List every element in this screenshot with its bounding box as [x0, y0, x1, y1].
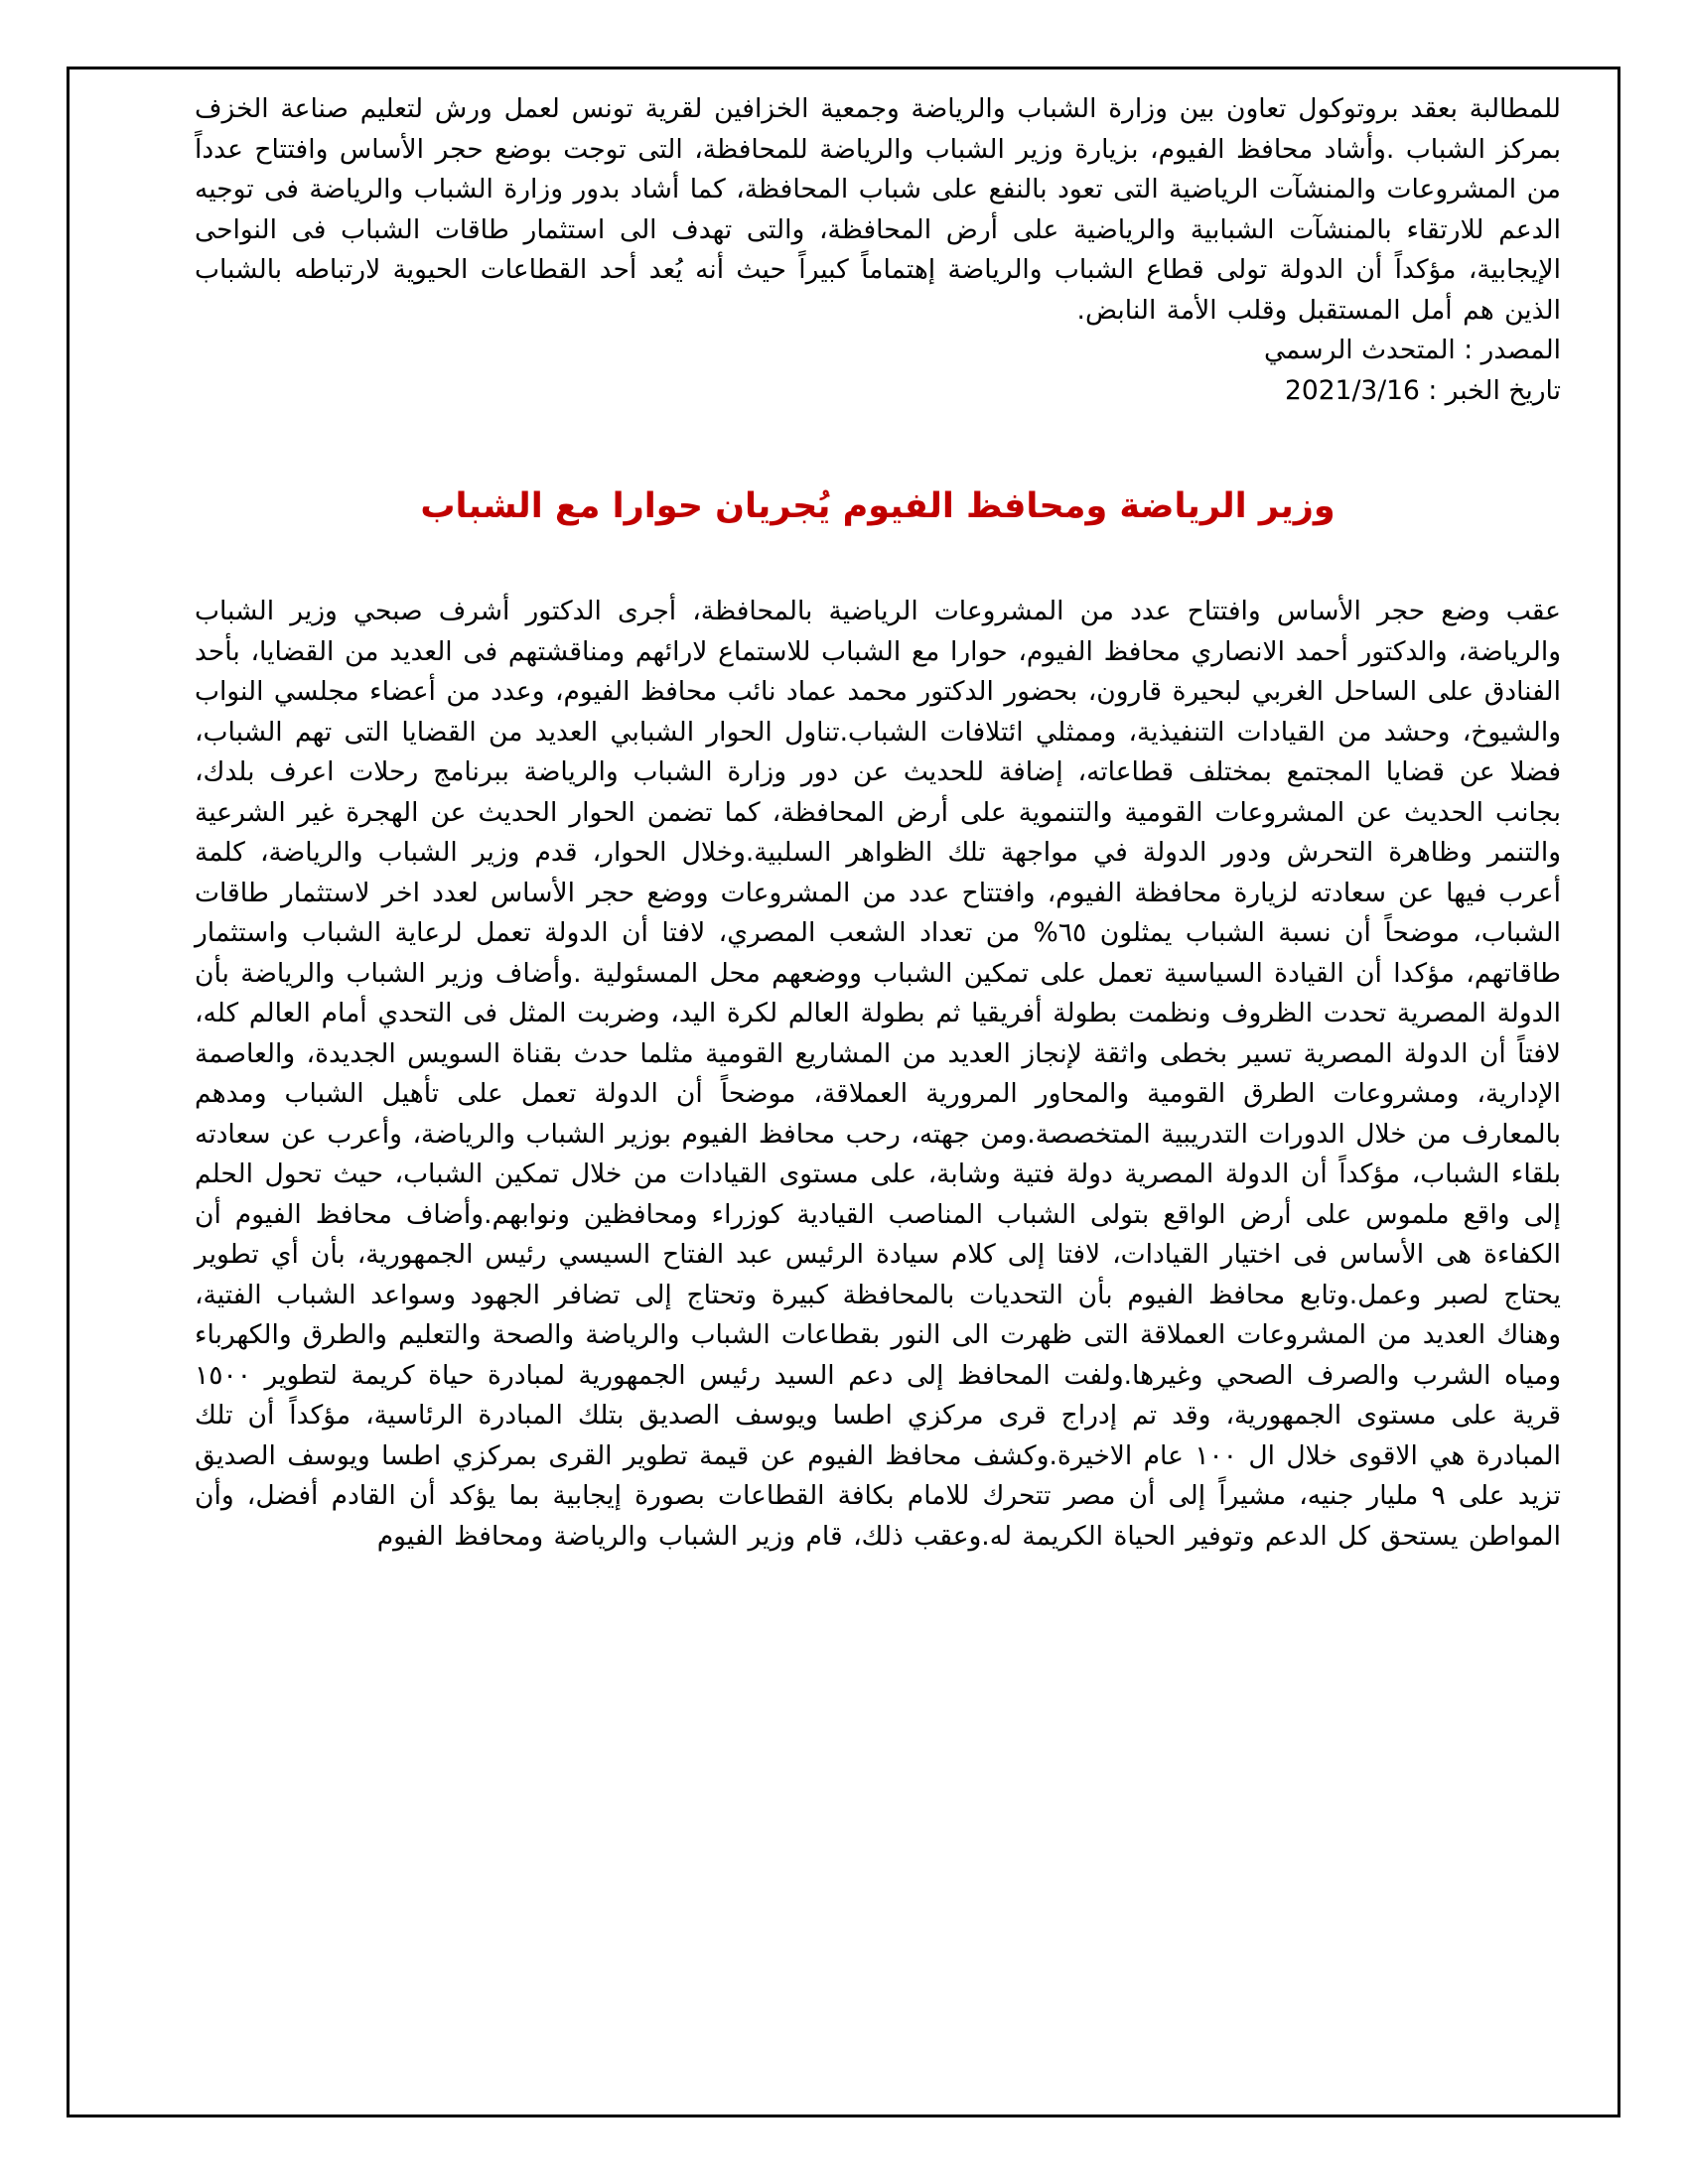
continued-paragraph: للمطالبة بعقد بروتوكول تعاون بين وزارة الشباب والرياضة وجمعية الخزافين لقرية تونس لعمل ورش لتعليم صناعة الخزف بمركز الشباب .وأشاد محافظ الفيوم، بزيارة وزير الشباب والرياضة للمحافظة، التى توجت بوضع حجر الأساس وافتتاح عدداً من المشروعات والمنشآت الرياضية التى تعود بالنفع على شباب المحافظة، كما أشاد بدور وزارة الشباب والرياضة فى توجيه الدعم للارتقاء بالمنشآت الشبابية والرياضية على أرض المحافظة، والتى تهدف الى استثمار طاقات الشباب فى النواحى الإيجابية، مؤكداً أن الدولة تولى قطاع الشباب والرياضة إهتماماً كبيراً حيث أنه يُعد أحد القطاعات الحيوية لارتباطه بالشباب الذين هم أمل المستقبل وقلب الأمة النابض.: [195, 93, 1561, 326]
article-headline: وزير الرياضة ومحافظ الفيوم يُجريان حوارا مع الشباب: [420, 486, 1336, 526]
news-source: المصدر : المتحدث الرسمي: [1263, 335, 1561, 365]
news-date: تاريخ الخبر : 2021/3/16: [1285, 374, 1561, 406]
document-content: [195, 89, 1561, 1557]
article-body: عقب وضع حجر الأساس وافتتاح عدد من المشروعات الرياضية بالمحافظة، أجرى الدكتور أشرف صبحي وزير الشباب والرياضة، والدكتور أحمد الانصاري محافظ الفيوم، حوارا مع الشباب للاستماع لارائهم ومناقشتهم فى العديد من القضايا، بأحد الفنادق على الساحل الغربي لبحيرة قارون، بحضور الدكتور محمد عماد نائب محافظ الفيوم، وعدد من أعضاء مجلسي النواب والشيوخ، وحشد من القيادات التنفيذية، وممثلي ائتلافات الشباب.تناول الحوار الشبابي العديد من القضايا التى تهم الشباب، فضلا عن قضايا المجتمع بمختلف قطاعاته، إضافة للحديث عن دور وزارة الشباب والرياضة ببرنامج رحلات اعرف بلدك، بجانب الحديث عن المشروعات القومية والتنموية على أرض المحافظة، كما تضمن الحوار الحديث عن الهجرة غير الشرعية والتنمر وظاهرة التحرش ودور الدولة في مواجهة تلك الظواهر السلبية.وخلال الحوار، قدم وزير الشباب والرياضة، كلمة أعرب فيها عن سعادته لزيارة محافظة الفيوم، وافتتاح عدد من المشروعات ووضع حجر الأساس لعدد اخر لاستثمار طاقات الشباب، موضحاً أن نسبة الشباب يمثلون ٦٥% من تعداد الشعب المصري، لافتا أن الدولة تعمل لرعاية الشباب واستثمار طاقاتهم، مؤكدا أن القيادة السياسية تعمل على تمكين الشباب ووضعهم محل المسئولية .وأضاف وزير الشباب والرياضة بأن الدولة المصرية تحدت الظروف ونظمت بطولة أفريقيا ثم بطولة العالم لكرة اليد، وضربت المثل فى التحدي أمام العالم كله، لافتاً أن الدولة المصرية تسير بخطى واثقة لإنجاز العديد من المشاريع القومية مثلما حدث بقناة السويس الجديدة، والعاصمة الإدارية، ومشروعات الطرق القومية والمحاور المرورية العملاقة، موضحاً أن الدولة تعمل على تأهيل الشباب ومدهم بالمعارف من خلال الدورات التدريبية المتخصصة.ومن جهته، رحب محافظ الفيوم بوزير الشباب والرياضة، وأعرب عن سعادته بلقاء الشباب، مؤكداً أن الدولة المصرية دولة فتية وشابة، على مستوى القيادات من خلال تمكين الشباب، حيث تحول الحلم إلى واقع ملموس على أرض الواقع بتولى الشباب المناصب القيادية كوزراء ومحافظين ونوابهم.وأضاف محافظ الفيوم أن الكفاءة هى الأساس فى اختيار القيادات، لافتا إلى كلام سيادة الرئيس عبد الفتاح السيسي رئيس الجمهورية، بأن أي تطوير يحتاج لصبر وعمل.وتابع محافظ الفيوم بأن التحديات بالمحافظة كبيرة وتحتاج إلى تضافر الجهود وسواعد الشباب الفتية، وهناك العديد من المشروعات العملاقة التى ظهرت الى النور بقطاعات الشباب والرياضة والصحة والتعليم والطرق والكهرباء ومياه الشرب والصرف الصحي وغيرها.ولفت المحافظ إلى دعم السيد رئيس الجمهورية لمبادرة حياة كريمة لتطوير ١٥٠٠ قرية على مستوى الجمهورية، وقد تم إدراج قرى مركزي اطسا ويوسف الصديق بتلك المبادرة الرئاسية، مؤكداً أن تلك المبادرة هي الاقوى خلال ال ١٠٠ عام الاخيرة.وكشف محافظ الفيوم عن قيمة تطوير القرى بمركزي اطسا ويوسف الصديق تزيد على ٩ مليار جنيه، مشيراً إلى أن مصر تتحرك للامام بكافة القطاعات بصورة إيجابية بما يؤكد أن القادم أفضل، وأن المواطن يستحق كل الدعم وتوفير الحياة الكريمة له.وعقب ذلك، قام وزير الشباب والرياضة ومحافظ الفيوم: [195, 596, 1561, 1552]
